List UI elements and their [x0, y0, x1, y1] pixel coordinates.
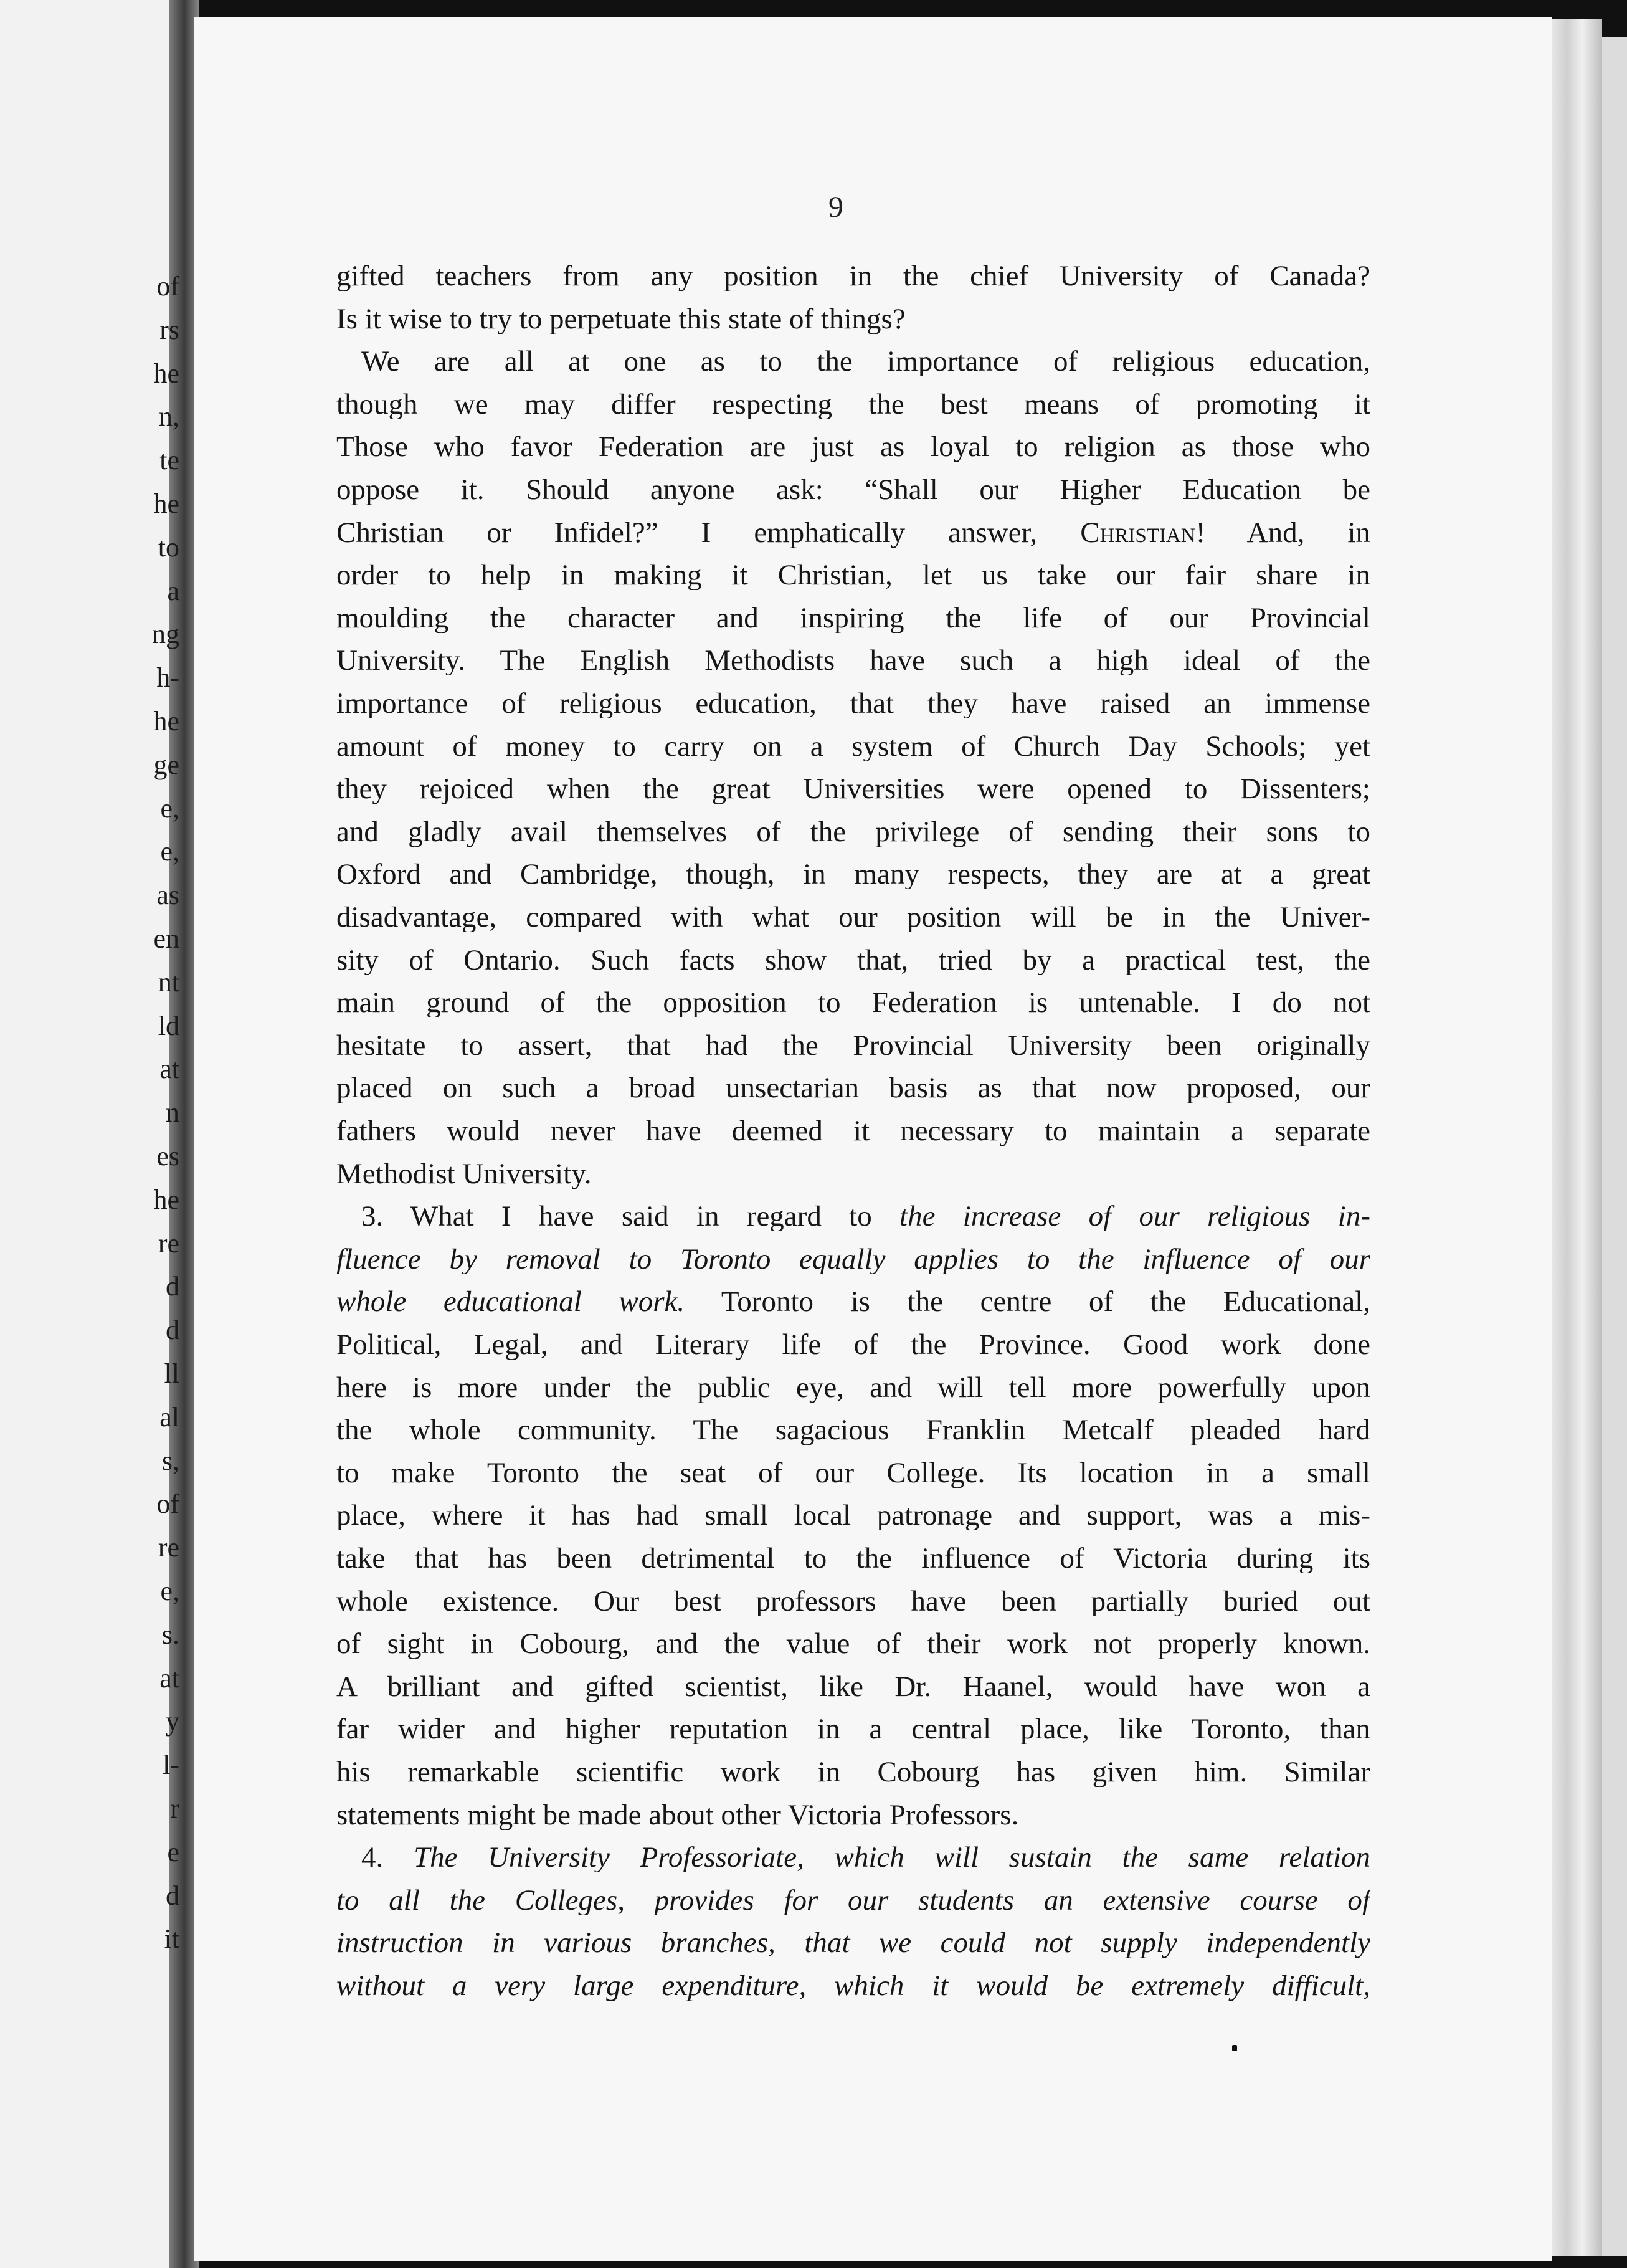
page-edges	[1552, 19, 1602, 2256]
text-line	[336, 432, 1370, 462]
left-page-fragment: te	[159, 445, 179, 475]
text-line	[336, 1544, 1370, 1573]
left-page-fragment: he	[153, 706, 179, 736]
text-run: placed on such a broad unsectarian basis as that now proposed, our	[336, 1074, 1370, 1103]
left-page-fragment: ng	[152, 619, 179, 649]
text-run: Oxford and Cambridge, though, in many respects, they are at a great	[336, 860, 1370, 889]
text-line	[336, 305, 1370, 334]
text-run: Methodist University.	[336, 1160, 592, 1189]
left-page-fragment: it	[164, 1923, 179, 1954]
text-line	[336, 1031, 1370, 1060]
text-run: and gladly avail themselves of the privilege of sending their sons to	[336, 817, 1370, 847]
text-line	[336, 1629, 1370, 1659]
text-run: hesitate to assert, that had the Provincial University been originally	[336, 1031, 1370, 1060]
text-line	[336, 1801, 1370, 1830]
text-run: his remarkable scientific work in Cobourg has given him. Similar	[336, 1758, 1370, 1787]
italic-text: fluence by removal to Toronto equally applies to the influence of our	[336, 1245, 1370, 1274]
text-run: to make Toronto the seat of our College. Its location in a small	[336, 1459, 1370, 1488]
text-line	[336, 946, 1370, 975]
text-line	[336, 1074, 1370, 1103]
italic-text: The University Professoriate, which will sustain the same relation	[413, 1843, 1370, 1872]
text-line	[336, 646, 1370, 675]
left-page-fragment: d	[166, 1271, 179, 1302]
text-line	[336, 1587, 1370, 1616]
text-line	[336, 1459, 1370, 1488]
text-line	[336, 262, 1370, 291]
text-line	[336, 1373, 1370, 1403]
text-run: We are all at one as to the importance of religious education,	[361, 347, 1370, 376]
text-line	[336, 518, 1370, 548]
left-page-fragment: h-	[156, 662, 179, 693]
left-page-fragment: n,	[159, 401, 179, 432]
left-page-fragment: nt	[158, 967, 179, 998]
left-page-fragment: s.	[161, 1619, 179, 1650]
text-line	[336, 860, 1370, 889]
left-page-fragment: d	[166, 1315, 179, 1345]
text-run: take that has been detrimental to the influence of Victoria during its	[336, 1544, 1370, 1573]
left-page-fragment: re	[158, 1228, 179, 1259]
left-page-fragment: es	[156, 1141, 179, 1171]
text-run: Toronto is the centre of the Educational,	[685, 1287, 1370, 1317]
text-run: Christian or Infidel?” I emphatically answer,	[336, 518, 1081, 548]
text-run: moulding the character and inspiring the life of our Provincial	[336, 604, 1370, 633]
italic-text: without a very large expenditure, which it would be extremely difficult,	[336, 1971, 1370, 2001]
print-speck	[1232, 2045, 1237, 2051]
text-run: though we may differ respecting the best means of promoting it	[336, 390, 1370, 419]
text-run: order to help in making it Christian, let us take our fair share in	[336, 561, 1370, 590]
text-run: 3. What I have said in regard to	[361, 1202, 900, 1231]
left-page-fragment: al	[159, 1402, 179, 1432]
text-run: they rejoiced when the great Universities were opened to Dissenters;	[336, 774, 1370, 804]
left-page-fragment: e,	[160, 836, 179, 867]
text-run: amount of money to carry on a system of Church Day Schools; yet	[336, 732, 1370, 761]
left-page-fragment: at	[159, 1663, 179, 1694]
left-page-fragment: ld	[158, 1011, 179, 1041]
text-run: main ground of the opposition to Federation is untenable. I do not	[336, 988, 1370, 1017]
left-page-fragment: he	[153, 1184, 179, 1215]
text-line	[336, 604, 1370, 633]
text-line	[361, 347, 1370, 376]
text-run: place, where it has had small local patronage and support, was a mis-	[336, 1501, 1370, 1530]
left-page-fragment: en	[153, 923, 179, 954]
left-page-fragment: l-	[163, 1750, 179, 1780]
text-run: Political, Legal, and Literary life of the Province. Good work done	[336, 1330, 1370, 1360]
left-page-fragment: at	[159, 1054, 179, 1084]
text-line	[336, 689, 1370, 718]
left-page-fragment: e,	[160, 1576, 179, 1606]
left-page-fragment: as	[156, 880, 179, 910]
left-page-fragment: to	[158, 532, 179, 563]
text-run: whole existence. Our best professors have been partially buried out	[336, 1587, 1370, 1616]
text-line	[336, 475, 1370, 505]
left-page-fragment: he	[153, 358, 179, 389]
italic-text: the increase of our religious in-	[899, 1202, 1370, 1231]
left-page-fragment: d	[166, 1880, 179, 1911]
text-line	[336, 1971, 1370, 2001]
left-page-fragment: ll	[164, 1358, 179, 1389]
text-run: A brilliant and gifted scientist, like Dr. Haanel, would have won a	[336, 1672, 1370, 1702]
page-edges-outer	[1602, 37, 1627, 2256]
text-line	[361, 1202, 1370, 1231]
text-line	[336, 390, 1370, 419]
left-page-fragment: he	[153, 488, 179, 519]
text-run: importance of religious education, that they have raised an immense	[336, 689, 1370, 718]
text-line	[336, 1886, 1370, 1915]
left-page-fragment: of	[156, 1489, 179, 1519]
text-line	[336, 1672, 1370, 1702]
italic-text: whole educational work.	[336, 1287, 685, 1317]
text-line	[336, 817, 1370, 847]
left-page-fragment: of	[156, 271, 179, 302]
text-run: ! And, in	[1195, 518, 1370, 548]
left-page-fragment: ge	[153, 750, 179, 780]
text-line	[336, 1416, 1370, 1445]
text-line	[336, 988, 1370, 1017]
text-line	[336, 1245, 1370, 1274]
text-run: disadvantage, compared with what our position will be in the Univer-	[336, 903, 1370, 932]
left-page-fragment: e	[167, 1837, 179, 1867]
italic-text: to all the Colleges, provides for our students an extensive course of	[336, 1886, 1370, 1915]
text-line	[336, 903, 1370, 932]
left-page-fragment: r	[170, 1793, 179, 1824]
left-page-fragment: n	[166, 1097, 179, 1128]
text-line	[336, 1160, 1370, 1189]
text-run: the whole community. The sagacious Franklin Metcalf pleaded hard	[336, 1416, 1370, 1445]
text-run: oppose it. Should anyone ask: “Shall our Higher Education be	[336, 475, 1370, 505]
text-line	[336, 1501, 1370, 1530]
text-line	[336, 1287, 1370, 1317]
text-run: far wider and higher reputation in a central place, like Toronto, than	[336, 1715, 1370, 1744]
left-page-fragment: s,	[161, 1446, 179, 1476]
text-line	[336, 774, 1370, 804]
italic-text: instruction in various branches, that we could not supply independently	[336, 1928, 1370, 1958]
text-line	[336, 732, 1370, 761]
text-line	[336, 1715, 1370, 1744]
left-page	[0, 0, 181, 2268]
text-run: sity of Ontario. Such facts show that, tried by a practical test, the	[336, 946, 1370, 975]
text-line	[336, 1758, 1370, 1787]
small-caps-text: Christian	[1080, 518, 1196, 548]
text-run: here is more under the public eye, and will tell more powerfully upon	[336, 1373, 1370, 1403]
left-page-fragment: re	[158, 1532, 179, 1563]
text-run: Those who favor Federation are just as loyal to religion as those who	[336, 432, 1370, 462]
text-line	[336, 1117, 1370, 1146]
page-number: 9	[828, 191, 843, 224]
text-run: Is it wise to try to perpetuate this state of things?	[336, 305, 906, 334]
text-line	[336, 1928, 1370, 1958]
text-line	[336, 561, 1370, 590]
left-page-fragment: y	[166, 1706, 179, 1737]
text-run: 4.	[361, 1843, 414, 1872]
left-page-fragment: e,	[160, 793, 179, 824]
text-run: University. The English Methodists have such a high ideal of the	[336, 646, 1370, 675]
text-run: fathers would never have deemed it necessary to maintain a separate	[336, 1117, 1370, 1146]
text-line	[361, 1843, 1370, 1872]
text-run: gifted teachers from any position in the chief University of Canada?	[336, 262, 1370, 291]
left-page-fragment: rs	[159, 315, 179, 345]
text-run: of sight in Cobourg, and the value of their work not properly known.	[336, 1629, 1370, 1659]
text-run: statements might be made about other Victoria Professors.	[336, 1801, 1019, 1830]
left-page-fragment: a	[167, 576, 179, 606]
text-line	[336, 1330, 1370, 1360]
